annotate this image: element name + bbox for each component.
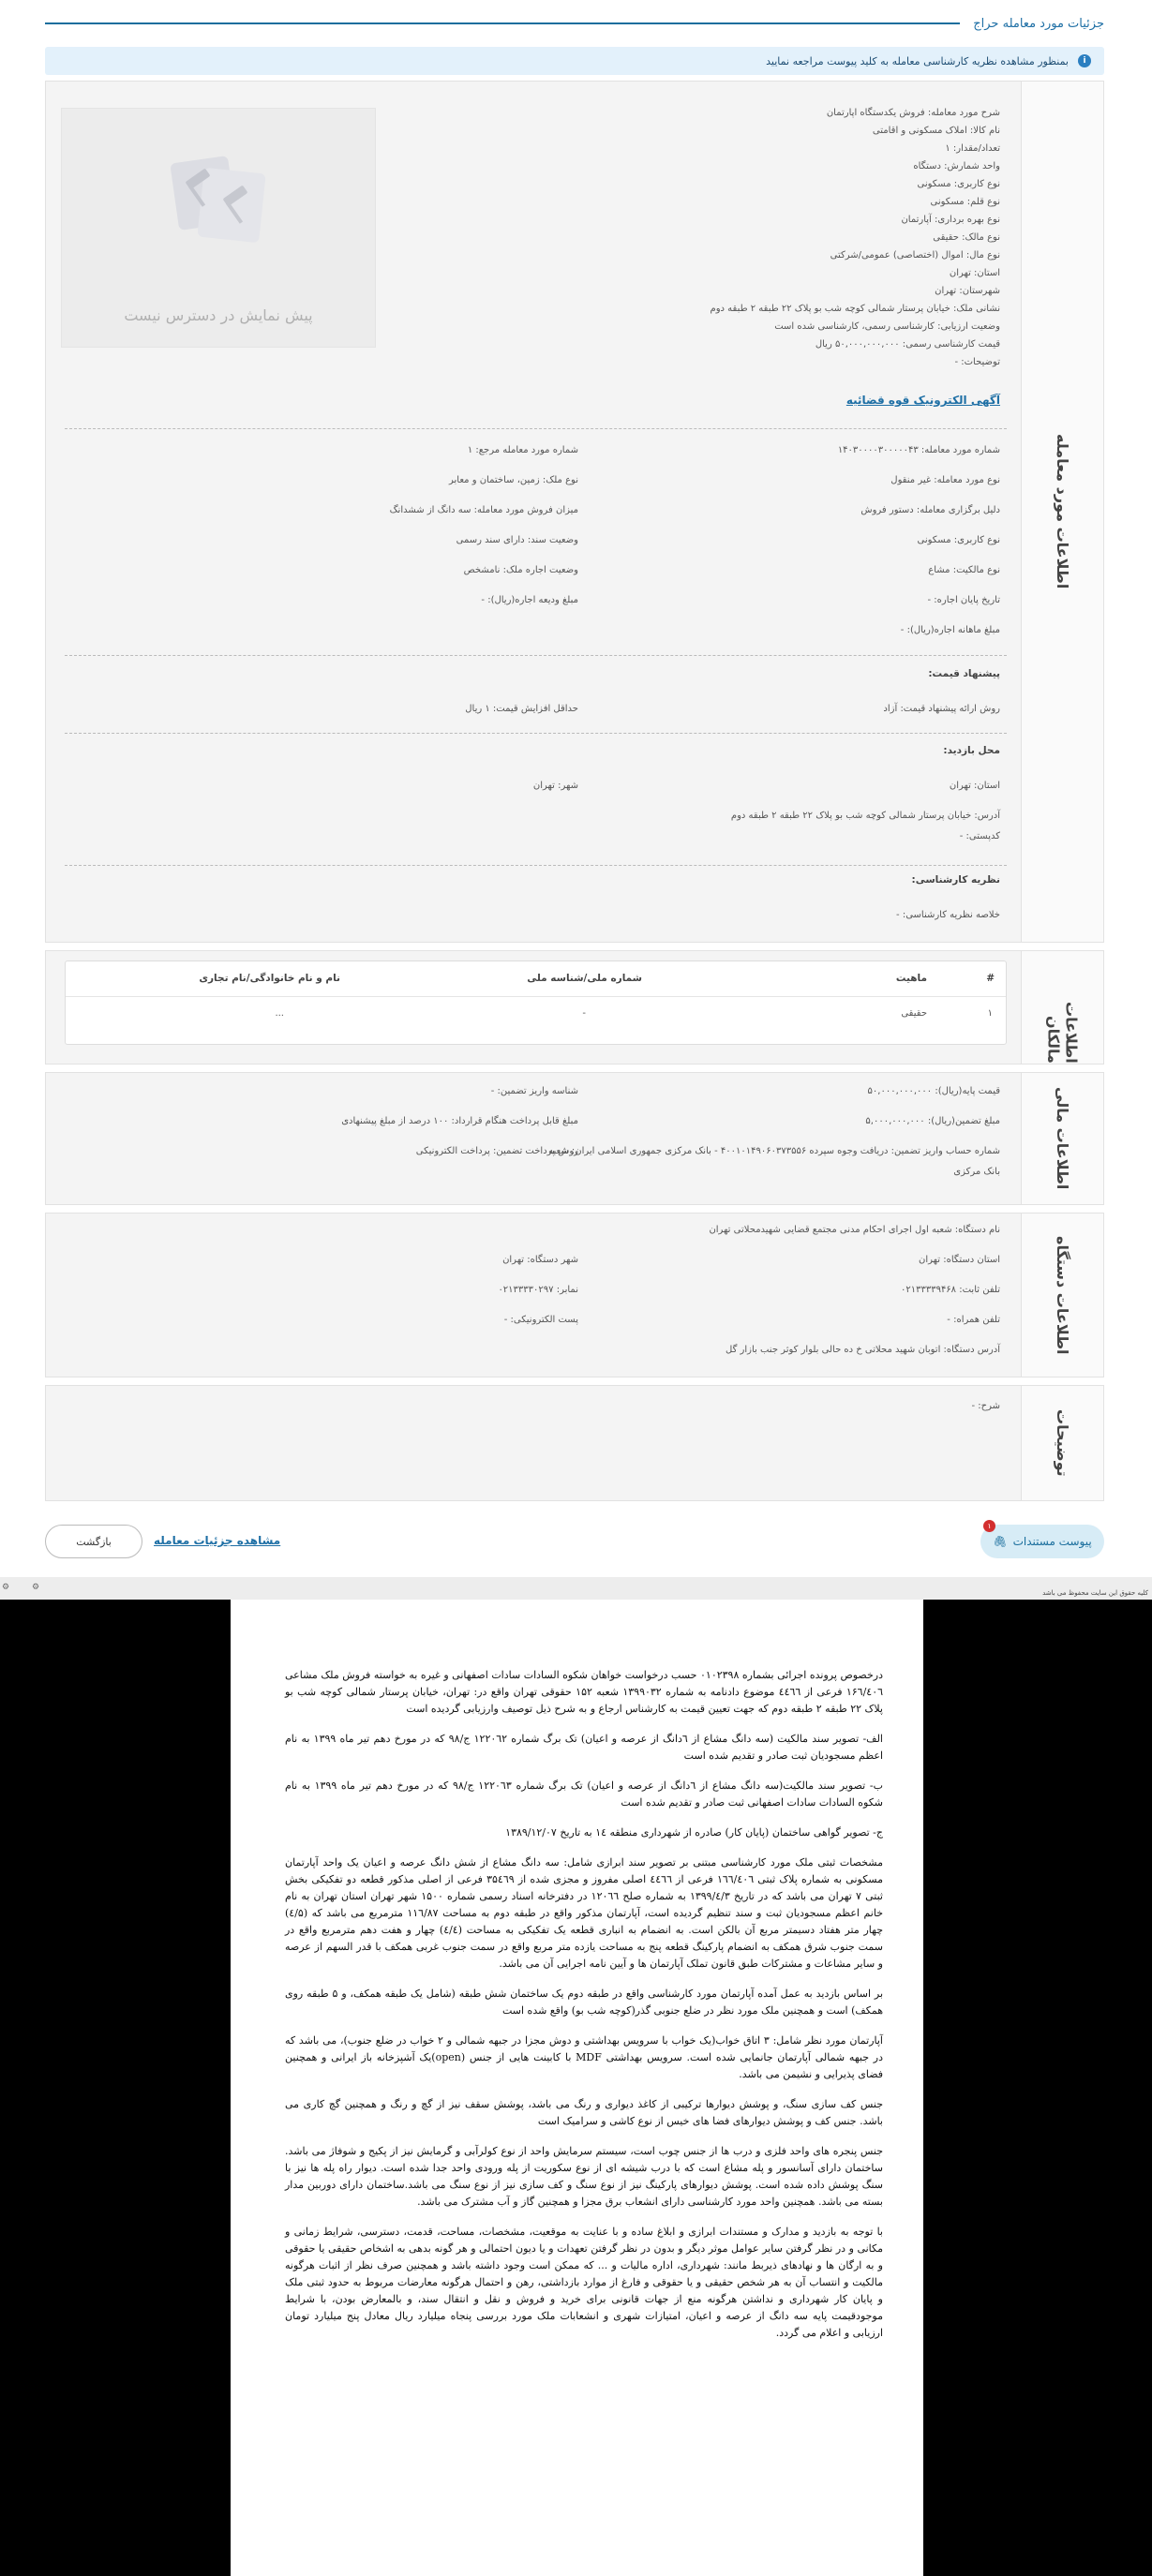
info-banner-text: بمنظور مشاهده نظریه کارشناسی معامله به کلید پیوست مراجعه نمایید [766,54,1069,67]
document-paragraph: جنس پنجره های واحد فلزی و درب ها از جنس چوب است، سیستم سرمایش واحد از نوع کولرآبی و گرمایش نیز از پکیج و شوفاژ می باشد. ساختمان دارای آسانسور و پله مشاع است که با درب شیشه ای از نوع سکوریت از پله ورودی واحد جدا شده است. دیوار راه پله ها نیز با سنگ پوشش داده شده است. پوشش دیوارهای پارکینگ نیز از نوع سنگ و کف سازی نیز از نوع سنگ می باشد.ساختمان دارای دوربین مدار بسته می باشد. همچنین واحد مورد کارشناسی دارای انشعاب برق مجزا و همچنین گاز و آب مشترک می باشد. [285,2145,883,2208]
attachments-count-badge: ۱ [983,1520,995,1532]
device-fax: نمابر: ۰۲۱۳۳۳۳۰۲۹۷ [498,1285,578,1295]
paperclip-icon: 🖇 [993,1535,1008,1548]
col-national-id: شماره ملی/شناسه ملی [527,973,642,984]
guarantee-account: شماره حساب واریز تضمین: دریافت وجوه سپرده ۴۰۰۱۰۱۴۹۰۶۰۳۷۳۵۵۶ - بانک مرکزی جمهوری اسلامی ایران: شعبه [548,1146,1000,1156]
device-phone: تلفن ثابت: ۰۲۱۳۳۳۳۹۴۶۸ [900,1285,1000,1295]
summary-line: استان: تهران [949,268,1000,278]
accessibility-icon[interactable]: ⚙ [2,1583,10,1592]
document-viewer[interactable] [0,1600,1152,2576]
owners-section [45,950,1104,1065]
deal-field-l4: وضعیت سند: دارای سند رسمی [456,535,578,545]
image-placeholder [61,108,376,348]
summary-line: توضیحات: - [954,357,1000,367]
deal-details-link[interactable]: مشاهده جزئیات معامله [154,1534,281,1547]
row-type: حقیقی [901,1008,927,1019]
attachments-button[interactable] [980,1525,1104,1558]
financial-section [45,1072,1104,1205]
deal-field-r7: مبلغ ماهانه اجاره(ریال): - [900,625,1000,635]
judiciary-ad-link[interactable]: آگهی الکترونیک قوه قضائیه [845,394,1000,407]
summary-line: نشانی ملک: خیابان پرستار شمالی کوچه شب بو پلاک ۲۲ طبقه ۲ طبقه دوم [710,304,1000,314]
description-text: شرح: - [971,1401,1000,1411]
contract-payment: مبلغ قابل پرداخت هنگام قرارداد: ۱۰۰ درصد از مبلغ پیشنهادی [341,1116,578,1126]
description-section [45,1385,1104,1501]
owners-table-header [66,961,1006,997]
device-section [45,1213,1104,1377]
col-name: نام و نام خانوادگی/نام تجاری [199,973,340,984]
placeholder-caption: پیش نمایش در دسترس نیست [124,306,313,324]
deal-field-r12: خلاصه نظریه کارشناسی: - [896,910,1000,920]
summary-line: شهرستان: تهران [935,286,1000,296]
col-index: # [986,973,995,984]
device-province: استان دستگاه: تهران [919,1255,1000,1265]
deal-field-l2: نوع ملک: زمین، ساختمان و معابر [449,475,578,485]
deal-field-r5: نوع مالکیت: مشاع [928,565,1000,575]
document-paragraph: الف- تصویر سند مالکیت (سه دانگ مشاع از ٦دانگ از عرصه و اعیان) تک برگ شماره ۱۲۲۰٦۲ ج/۹۸ که در مورخ دهم تیر ماه ۱۳۹۹ به نام اعظم مسجودیان ثبت صادر و تقدیم شده است [285,1733,883,1762]
info-banner [45,47,1104,75]
owners-table [65,960,1007,1045]
financial-section-title: اطلاعات مالی [1021,1073,1103,1204]
deal-field-r8: روش ارائه پیشنهاد قیمت: آزاد [883,704,1000,714]
deal-field-l3: میزان فروش مورد معامله: سه دانگ از ششدانگ [389,505,578,515]
divider [65,655,1007,656]
document-paragraph: مشخصات ثبتی ملک مورد کارشناسی مبتنی بر تصویر سند ابرازی شامل: سه دانگ مشاع از شش دانگ عرصه و اعیان یک واحد آپارتمان مسکونی به شماره پلاک ثبتی ۱٦٦/٤۰٦ فرعی از ٤٤٦٦ اصلی مفروز و مجزی شده از ۳۵٤٦٩ فرعی از اصلی مذکور قطعه دو تفکیکی بخش ثبتی ۷ تهران می باشد که در تاریخ ۱۳۹۹/٤/۳ به شماره صلح ۱۲۰٦٦ در دفترخانه اسناد رسمی شماره ۱۵۰۰ شهر تهران استان تهران به نام خانم اعظم مسجودیان ثبت و سند تنظیم گردیده است، آپارتمان مذکور واقع در طبقه دوم به مساحت ۱۱٦/۸۷ مترمربع می باشد که (٤/۵) چهار متر هفتاد دسیمتر مربع آن بالکن است. به انضمام به انباری قطعه یک تفکیکی به مساحت (٤/٤) چهار و هفت دهم مترمربع واقع در سمت جنوب شرق همکف به انضمام پارکینگ قطعه پنج به مساحت یازده متر مربع واقع در سمت جنوب غربی همکف با قدر السهم از عرصه و سایر مشاعات و مشترکات طبق قانون تملک آپارتمان ها و آیین نامه اجرایی آن می باشد. [285,1856,883,1970]
deal-field-l5: وضعیت اجاره ملک: نامشخص [463,565,578,575]
summary-line: تعداد/مقدار: ۱ [945,143,1000,154]
guarantee-account-cont: بانک مرکزی [953,1167,1000,1177]
footer-strip [0,1577,1152,1600]
guarantee-amount: مبلغ تضمین(ریال): ۵,۰۰۰,۰۰۰,۰۰۰ [865,1116,1000,1126]
device-address: آدرس دستگاه: اتوبان شهید محلاتی خ ده حالی بلوار کوثر جنب بازار گل [726,1345,1000,1355]
owners-section-title: اطلاعات مالکان [1021,951,1103,1064]
document-paragraph: ج- تصویر گواهی ساختمان (پایان کار) صادره از شهرداری منطقه ۱٤ به تاریخ ۱۳۸۹/۱۲/۰۷ [505,1826,883,1839]
document-paragraph: بر اساس بازدید به عمل آمده آپارتمان مورد کارشناسی واقع در طبقه دوم یک ساختمان شش طبقه (شامل یک طبقه همکف، و ۵ طبقه روی همکف) است و همچنین ملک مورد نظر در ضلع جنوبی گذر(کوچه شب بو) واقع شده است [285,1988,884,2017]
deal-field-h_place: محل بازدید: [943,745,1000,756]
header-rule [45,22,960,24]
document-paragraph: آپارتمان مورد نظر شامل: ۳ اتاق خواب(یک خواب با سرویس بهداشتی و دوش مجزا در جبهه شمالی و ۲ خواب در ضلع جنوب)، می باشد که در جبهه شمالی آپارتمان جانمایی شده است. سرویس بهداشتی MDF با کابینت هایی از جنس (open)یک آشپزخانه باز ایرانی و همچنین فضای پذیرایی و نشیمن می باشد. [285,2034,883,2080]
deal-field-r3: دلیل برگزاری معامله: دستور فروش [860,505,1000,515]
divider [65,733,1007,734]
deal-field-l8: حداقل افزایش قیمت: ۱ ریال [465,704,578,714]
summary-line: نوع کاربری: مسکونی [917,179,1000,189]
document-paragraph: جنس کف سازی سنگ، و پوشش دیوارها ترکیبی از کاغذ دیواری و رنگ می باشد، پوشش سقف نیز از گچ و رنگ و همچنین گچ کاری می باشد. جنس کف و پوشش دیوارهای فضا های خیس از نوع کاشی و سرامیک است [285,2098,883,2127]
document-text [285,1667,883,2355]
deal-field-l9: شهر: تهران [532,781,578,791]
page-title: جزئیات مورد معامله حراج [973,16,1104,31]
summary-line: واحد شمارش: دستگاه [913,161,1000,171]
deal-field-r1: شماره مورد معامله: ۱۴۰۳۰۰۰۰۳۰۰۰۰۰۴۳ [837,445,1000,455]
device-name: نام دستگاه: شعبه اول اجرای احکام مدنی مجتمع قضایی شهیدمحلاتی تهران [709,1225,1000,1235]
deal-section [45,81,1104,943]
guarantee-id: شناسه واریز تضمین: - [490,1086,578,1096]
device-section-title: اطلاعات دستگاه [1021,1214,1103,1377]
back-button[interactable]: بازگشت [45,1525,142,1558]
deal-field-r4: نوع کاربری: مسکونی [917,535,1000,545]
info-icon: i [1078,54,1091,67]
gavel-icon [167,146,270,249]
deal-field-l1: شماره مورد معامله مرجع: ۱ [467,445,578,455]
deal-field-h_expert: نظریه کارشناسی: [911,874,1000,886]
divider [65,865,1007,866]
document-page [231,1600,923,2576]
row-national-id: - [582,1008,586,1019]
row-index: ۱ [987,1008,993,1019]
deal-field-h_price: پیشنهاد قیمت: [928,668,1000,679]
divider [65,428,1007,429]
settings-icon[interactable]: ⚙ [32,1583,40,1592]
summary-line: نوع بهره برداری: آپارتمان [901,215,1000,225]
document-paragraph: با توجه به بازدید و مدارک و مستندات ابرازی و ابلاغ ساده و با عنایت به موقعیت، مشخصات، مساحت، قدمت، دسترسی، شرایط زمانی و مکانی و در نظر گرفتن سایر عوامل موثر دیگر و بدون در نظر گرفتن تعهدات و یا دیون احتمالی و هر گونه بدهی به اشخاص حقیقی یا حقوقی و به ارگان ها و نهادهای ذیربط مانند: شهرداری، اداره مالیات و ... که ممکن است وجود داشته باشد و همچنین صرف نظر از اثبات هرگونه مالکیت و انتساب آن به هر شخص حقیقی و یا حقوقی و فارغ از موارد بازداشتی، رهن و احتمال هرگونه معارضات مربوط به حدود ثبتی ملک و پایان کار شهرداری و نداشتن هرگونه منع از جهات قانونی برای خرید و فروش و نقل و انتقال سند، و بالمعارض بودن، با شرایط موجودقیمت پایه سه دانگ از عرصه و اعیان، امتیازات شهری و انشعابات ملک مورد بررسی پنجاه میلیارد ریال معادل پنج میلیارد تومان ارزیابی و اعلام می گردد. [285,2226,883,2339]
table-row [66,997,1006,1033]
deal-field-r9: استان: تهران [949,781,1000,791]
deal-field-r2: نوع مورد معامله: غیر منقول [890,475,1000,485]
row-name: ... [275,1008,284,1019]
description-section-title: توضیحات [1021,1386,1103,1500]
guarantee-method: روش پرداخت تضمین: پرداخت الکترونیکی [415,1146,578,1156]
deal-field-l6: مبلغ ودیعه اجاره(ریال): - [481,595,578,605]
document-paragraph: ب- تصویر سند مالکیت(سه دانگ مشاع از ٦دانگ از عرصه و اعیان) تک برگ شماره ۱۲۲۰٦۳ ج/۹۸ که در مورخ دهم تیر ماه ۱۳۹۹ به نام شکوه السادات سادات اصفهانی ثبت صادر و تقدیم شده است [285,1779,883,1809]
deal-field-r6: تاریخ پایان اجاره: - [927,595,1000,605]
attachments-label: پیوست مستندات [1012,1535,1092,1548]
summary-line: نوع قلم: مسکونی [930,197,1000,207]
summary-line: شرح مورد معامله: فروش یکدستگاه اپارتمان [826,108,1000,118]
deal-section-title: اطلاعات مورد معامله [1021,82,1103,942]
summary-line: نوع مالک: حقیقی [933,232,1000,243]
summary-line: قیمت کارشناسی رسمی: ۵۰,۰۰۰,۰۰۰,۰۰۰ ریال [815,339,1000,350]
device-email: پست الکترونیکی: - [503,1315,578,1325]
summary-line: نام کالا: املاک مسکونی و اقامتی [872,126,1000,136]
deal-field-r11: کدپستی: - [959,831,1000,841]
page-header [45,0,1104,47]
device-mobile: تلفن همراه: - [947,1315,1000,1325]
deal-field-r10: آدرس: خیابان پرستار شمالی کوچه شب بو پلاک ۲۲ طبقه ۲ طبقه دوم [730,811,1000,821]
document-paragraph: درخصوص پرونده اجرائی بشماره ۰۱۰۲۳۹۸ حسب درخواست خواهان شکوه السادات سادات اصفهانی و غیره به خواسته فروش ملک مشاعی ۱۶٦/٤۰٦ فرعی از ٤٤٦٦ موضوع دادنامه به شماره ۱۳۹۹۰۳۲ شعبه ۱۵۲ حقوقی تهران واقع در: تهران، خیابان پرستار شمالی کوچه شب بو پلاک ۲۲ طبقه ۲ طبقه دوم که جهت تعیین قیمت به کارشناس ارجاع و به شرح ذیل توصیف وارزیابی گردیده است [285,1669,884,1715]
summary-line: نوع مال: اموال (اختصاصی) عمومی/شرکتی [830,250,1000,261]
base-price: قیمت پایه(ریال): ۵۰,۰۰۰,۰۰۰,۰۰۰ [867,1086,1000,1096]
device-city: شهر دستگاه: تهران [502,1255,578,1265]
copyright-text: کلیه حقوق این سایت محفوظ می باشد [1042,1589,1148,1597]
page-container [45,0,1104,1548]
col-type: ماهیت [895,973,927,984]
summary-line: وضعیت ارزیابی: کارشناسی رسمی، کارشناسی شده است [774,321,1000,332]
